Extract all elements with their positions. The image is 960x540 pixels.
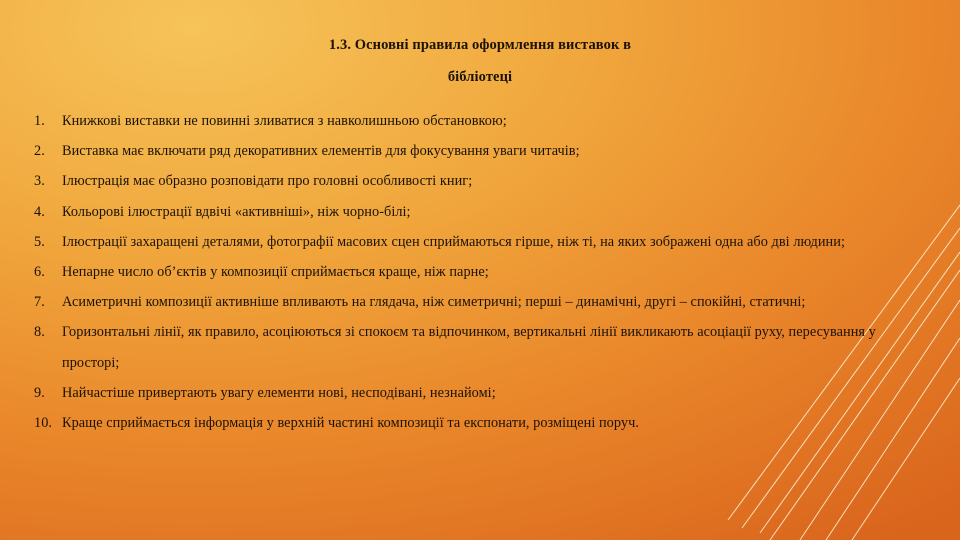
list-item: [34, 287, 894, 317]
list-item: [34, 136, 894, 166]
list-item: [34, 378, 894, 408]
item-text: Краще сприймається інформація у верхній частині композиції та експонати, розміщені поруч.: [62, 415, 639, 432]
item-text: Виставка має включати ряд декоративних елементів для фокусування уваги читачів;: [62, 143, 580, 160]
list-item: [34, 408, 894, 438]
item-text: Ілюстрації захаращені деталями, фотографії масових сцен сприймаються гірше, ніж ті, на яких зображені одна або дві людини;: [62, 233, 845, 250]
item-number: 4.: [34, 203, 45, 220]
item-number: 5.: [34, 233, 45, 250]
item-number: 3.: [34, 173, 45, 190]
item-text: Горизонтальні лінії, як правило, асоціюються зі спокоєм та відпочинком, вертикальні лінії викликають асоціації руху, пересування у просторі;: [62, 324, 876, 371]
list-item: [34, 317, 894, 377]
item-number: 9.: [34, 384, 45, 401]
item-text: Непарне число об’єктів у композиції сприймається краще, ніж парне;: [62, 264, 489, 281]
item-number: 6.: [34, 264, 45, 281]
item-number: 2.: [34, 143, 45, 160]
item-text: Найчастіше привертають увагу елементи нові, несподівані, незнайомі;: [62, 384, 496, 401]
slide-title-line2: бібліотеці: [447, 69, 513, 85]
item-number: 10.: [34, 415, 53, 432]
item-text: Ілюстрація має образно розповідати про головні особливості книг;: [62, 173, 473, 190]
item-number: 8.: [34, 324, 45, 341]
slide-title: 1.3. Основні правила оформлення виставок в: [328, 37, 632, 53]
list-item: [34, 197, 894, 227]
item-number: 7.: [34, 294, 45, 311]
item-text: Асиметричні композиції активніше впливають на глядача, ніж симетричні; перші – динамічні, другі – спокійні, статичні;: [62, 294, 806, 311]
list-item: [34, 257, 894, 287]
item-text: Книжкові виставки не повинні зливатися з навколишньою обстановкою;: [62, 113, 507, 129]
list-item: [34, 106, 894, 136]
item-text: Кольорові ілюстрації вдвічі «активніші», ніж чорно-білі;: [62, 203, 411, 220]
list-item: [34, 166, 894, 196]
rules-list: [34, 106, 894, 438]
item-number: 1.: [34, 113, 45, 129]
list-item: [34, 227, 894, 257]
